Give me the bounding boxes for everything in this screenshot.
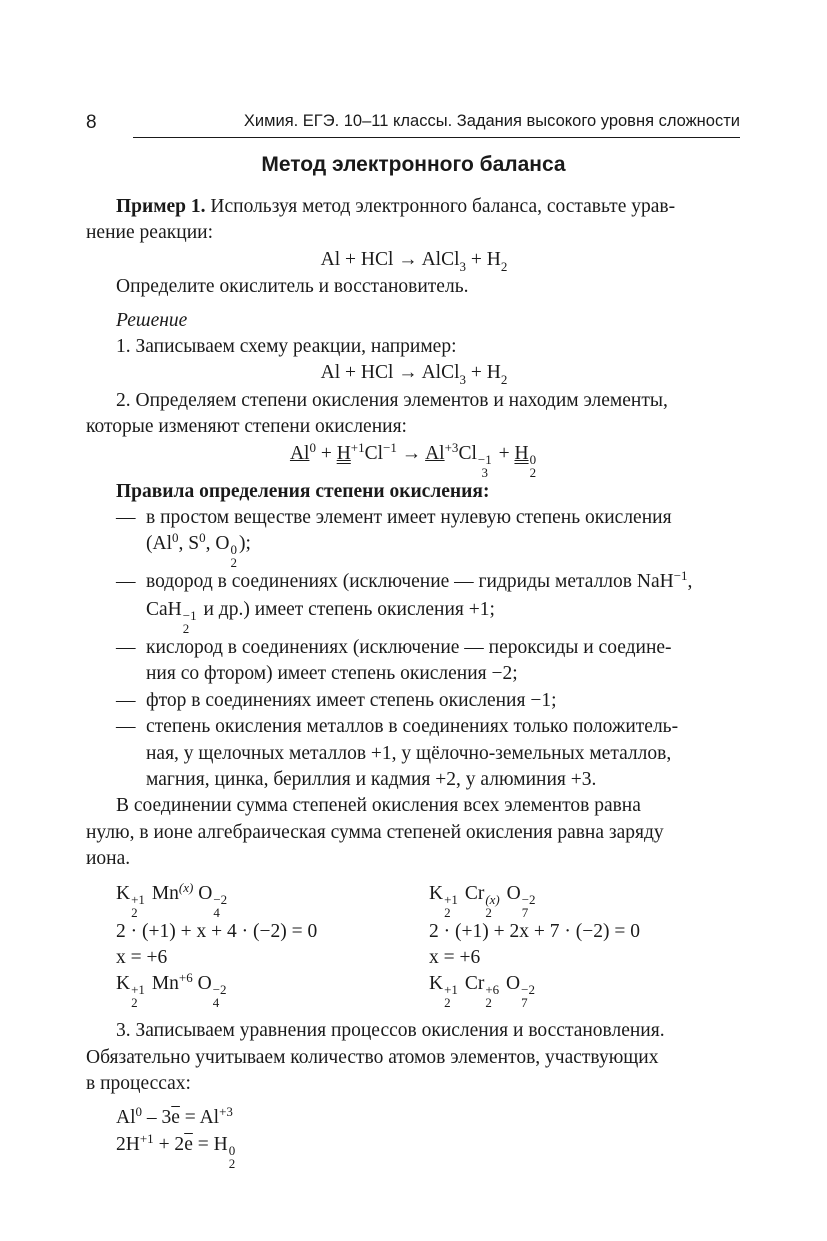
step-3-line-1: 3. Записываем уравнения процессов окисления и восстановления. [116, 1020, 665, 1042]
step-2-line-2: которые изменяют степени окисления: [86, 416, 407, 438]
reaction-equation-1: Al + HCl → AlCl$_3$ + $H_2$ [320, 248, 508, 274]
rule-item: — водород в соединениях (исключение — гидриды металлов NaH$^{-1}$, CaH −1 2 и др.) имеет степень окисления +1; [116, 568, 693, 636]
oxidation-calculations [86, 881, 742, 1010]
reaction-equation-2: Al + HCl → AlCl$_3$ + $H_2$ [320, 362, 508, 388]
sum-paragraph-line-1: В соединении сумма степеней окисления всех элементов равна [116, 795, 641, 817]
step-2-line-1: 2. Определяем степени окисления элементов и находим элементы, [116, 389, 668, 411]
rule-item: — степень окисления металлов в соединениях только положитель- ная, у щелочных металлов +1, у щёлочно-земельных металлов, магния, цинка, бериллия и кадмия +2, у алюминия +3. [116, 716, 679, 790]
sum-paragraph-line-3: иона. [86, 848, 131, 870]
reduction-process: $2H^{+1} + 2\overline{e} = H$ 0 2 [116, 1130, 236, 1171]
rule-item: — кислород в соединениях (исключение — пероксиды и соедине- ния со фтором) имеет степень окисления −2; [116, 636, 672, 685]
step-3-line-2: Обязательно учитываем количество атомов элементов, участвующих [86, 1046, 659, 1068]
sum-paragraph-line-2: нулю, в ионе алгебраическая сумма степеней окисления равна заряду [86, 821, 664, 843]
oxidation-state-equation: $Al^0 + H^{+1}Cl^{-1} \to Al^{+3}Cl$ −1 3 + H 0 2 [289, 439, 537, 480]
step-3-line-3: в процессах: [86, 1073, 191, 1095]
rule-item: — в простом веществе элемент имеет нулевую степень окисления (Al$^0$, $S^0$, O 0 2 ); [116, 507, 672, 571]
oxidation-process: $Al^0 - 3\overline{e} = Al^{+3}$ [116, 1103, 233, 1128]
example-label: Пример 1. [116, 196, 206, 217]
calc-kmno4: K +1 2 Mn$^{(x)}$ O −2 4 2 · (+1) + x + 4 · (−2) = 0 x = +6 K +1 2 $Mn^{+6}$ O −2 4 [116, 879, 318, 1011]
header-rule [133, 137, 740, 138]
section-title: Метод электронного баланса [261, 153, 566, 176]
solution-heading: Решение [116, 309, 188, 331]
rule-item: — фтор в соединениях имеет степень окисления −1; [116, 689, 557, 711]
calc-k2cr2o7: K +1 2 Cr (x) 2 O −2 7 2 · (+1) + 2x + 7 · (−2) = 0 x = +6 K +1 2 Cr +6 2 O −2 7 [429, 882, 640, 1011]
step-1: 1. Записываем схему реакции, например: [116, 336, 457, 358]
example-text-2: нение реакции: [86, 222, 213, 244]
page-number: 8 [86, 112, 97, 133]
example-text-1: Используя метод электронного баланса, составьте урав- [205, 196, 676, 217]
running-title: Химия. ЕГЭ. 10–11 классы. Задания высокого уровня сложности [243, 112, 740, 130]
page-content [86, 194, 742, 1170]
task-text: Определите окислитель и восстановитель. [116, 276, 469, 298]
example-paragraph [86, 194, 742, 220]
rules-title: Правила определения степени окисления: [116, 480, 490, 502]
